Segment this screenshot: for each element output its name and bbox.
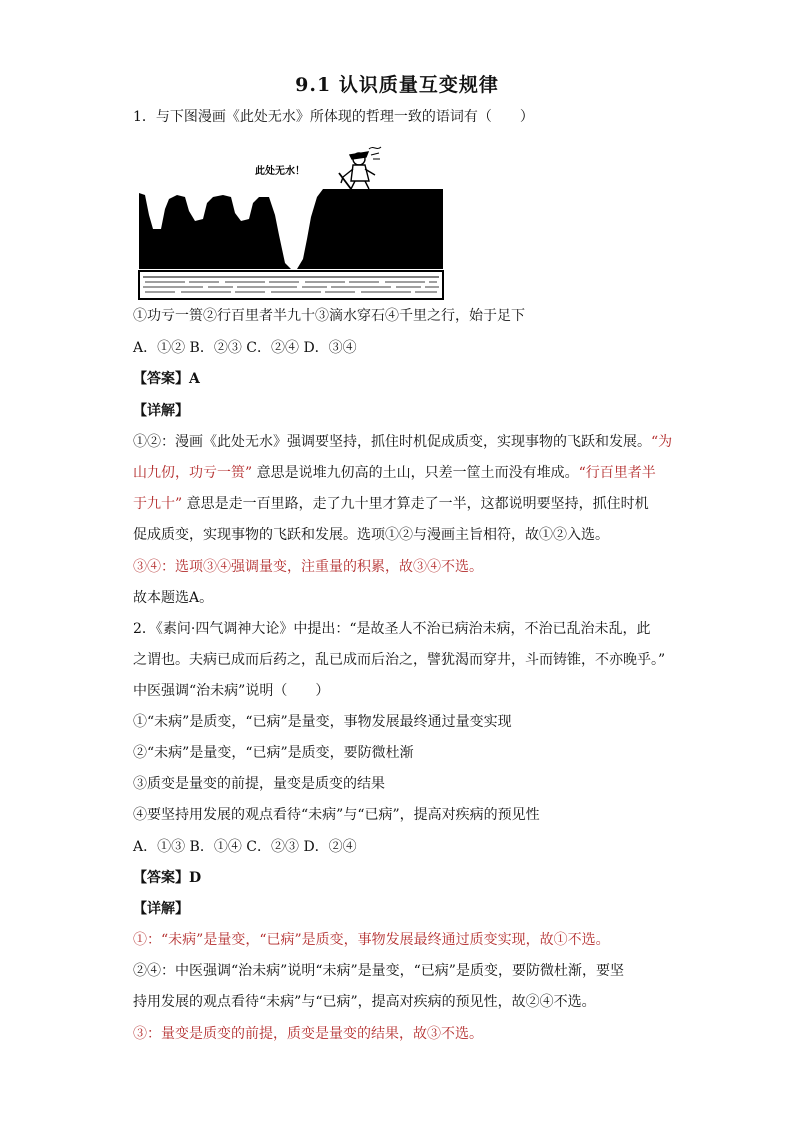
question-1-stem: 1．与下图漫画《此处无水》所体现的哲理一致的语词有（ ） [133, 109, 534, 125]
question-2-option: ②“未病”是量变，“已病”是质变，要防微杜渐 [133, 745, 414, 761]
explanation-quote: 山九仞，功亏一篑” [133, 465, 253, 481]
question-2-option: ③质变是量变的前提，量变是质变的结果 [133, 776, 385, 792]
cartoon-caption: 此处无水！ [255, 166, 305, 177]
question-2-stem-line: 中医强调“治未病”说明（ ） [133, 683, 330, 699]
question-2-explanation-line: ②④：中医强调“治未病”说明“未病”是量变，“已病”是质变，要防微杜渐，要坚 [133, 963, 624, 979]
question-1-conclusion: 故本题选A。 [133, 590, 214, 606]
question-2-stem-line: 之谓也。夫病已成而后药之，乱已成而后治之，譬犹渴而穿井，斗而铸锥，不亦晚乎。” [133, 652, 666, 668]
explanation-text: ①②：漫画《此处无水》强调要坚持，抓住时机促成质变，实现事物的飞跃和发展。 [133, 434, 651, 450]
explanation-quote: “为 [651, 434, 673, 450]
question-2-choices: A．①③ B．①④ C．②③ D．②④ [133, 839, 357, 855]
question-2-explanation-excluded: ③：量变是质变的前提，质变是量变的结果，故③不选。 [133, 1026, 483, 1042]
question-2-explanation-excluded: ①：“未病”是量变，“已病”是质变，事物发展最终通过质变实现，故①不选。 [133, 932, 610, 948]
question-2-answer: 【答案】D [133, 870, 202, 886]
explanation-quote: 于九十” [133, 496, 183, 512]
page-title: 9.1 认识质量互变规律 [295, 74, 499, 96]
question-1-options: ①功亏一篑②行百里者半九十③滴水穿石④千里之行，始于足下 [133, 308, 525, 324]
question-1-explanation-line [133, 464, 673, 482]
question-2-detail-label: 【详解】 [133, 901, 189, 917]
question-1-explanation-line [133, 433, 673, 451]
cliff-silhouette [139, 189, 443, 269]
cartoon-image [137, 143, 445, 301]
explanation-text: 意思是说堆九仞高的土山，只差一筐土而没有堆成。 [252, 465, 579, 481]
explanation-text: 意思是走一百里路，走了九十里才算走了一半，这都说明要坚持，抓住时机 [182, 496, 649, 512]
question-1-explanation-excluded: ③④：选项③④强调量变，注重量的积累，故③④不选。 [133, 559, 483, 575]
question-1-answer: 【答案】A [133, 371, 200, 387]
question-1-explanation-line: 促成质变，实现事物的飞跃和发展。选项①②与漫画主旨相符，故①②入选。 [133, 527, 609, 543]
question-1-explanation-line [133, 495, 673, 513]
question-1-choices: A．①② B．②③ C．②④ D．③④ [133, 340, 357, 356]
question-2-stem-line: 2．《素问·四气调神大论》中提出：“是故圣人不治已病治未病，不治已乱治未乱，此 [133, 621, 651, 637]
digging-person-figure [339, 147, 381, 189]
water-band [139, 271, 443, 299]
explanation-quote: “行百里者半 [578, 465, 656, 481]
question-1-detail-label: 【详解】 [133, 403, 189, 419]
question-2-option: ④要坚持用发展的观点看待“未病”与“已病”，提高对疾病的预见性 [133, 807, 540, 823]
question-2-option: ①“未病”是质变，“已病”是量变，事物发展最终通过量变实现 [133, 714, 512, 730]
question-2-explanation-line: 持用发展的观点看待“未病”与“已病”，提高对疾病的预见性，故②④不选。 [133, 994, 596, 1010]
